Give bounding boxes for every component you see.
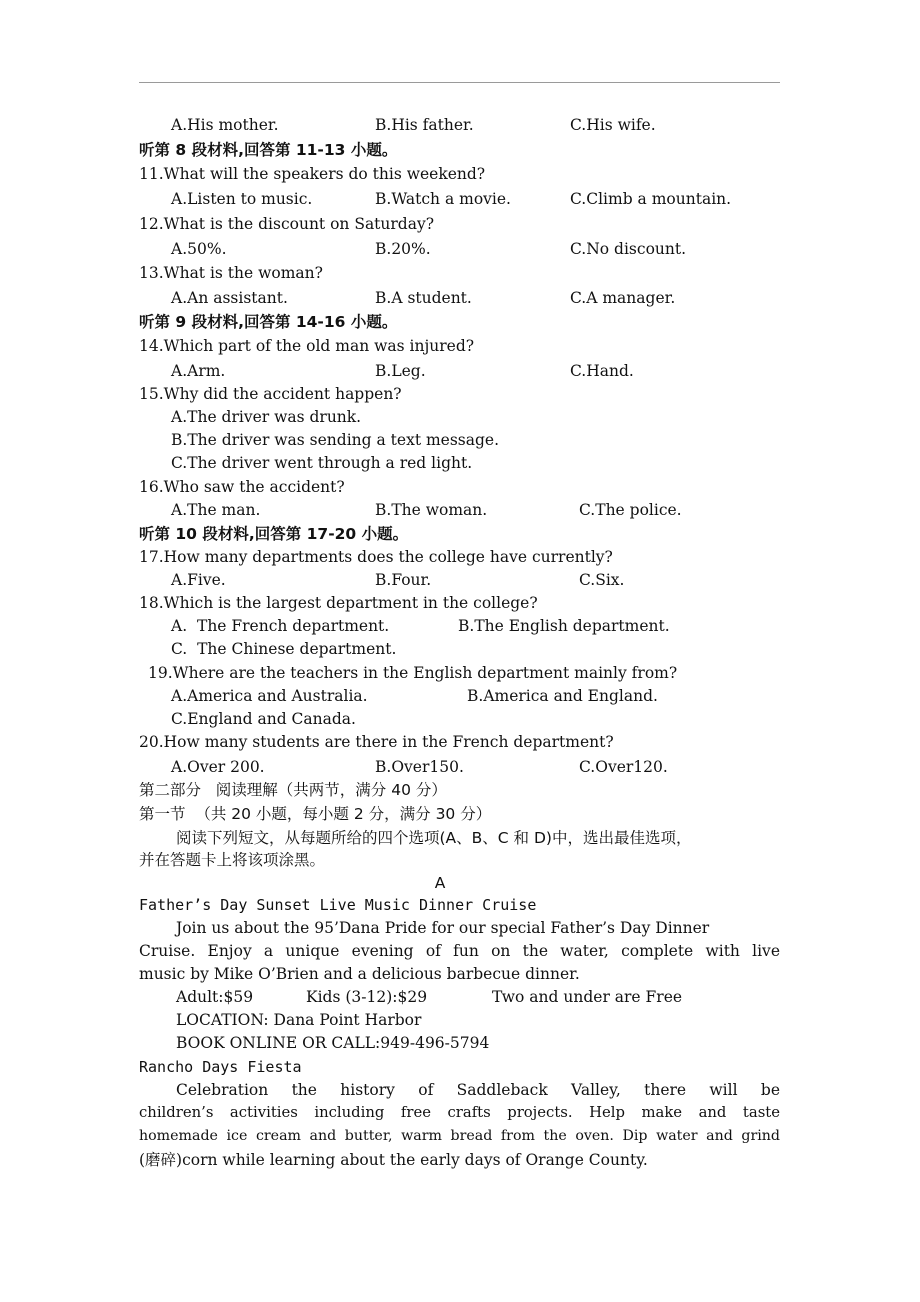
q16-option-a: A.The man.	[171, 501, 261, 519]
q15-option-a: A.The driver was drunk.	[171, 408, 362, 426]
price-free: Two and under are Free	[492, 988, 683, 1006]
q17-stem: 17.How many departments does the college have currently?	[139, 548, 613, 566]
event-1-text-line-2: Cruise. Enjoy a unique evening of fun on the water, complete with live	[139, 942, 780, 960]
q18-option-b: B.The English department.	[458, 617, 670, 635]
q10-option-a: A.His mother.	[171, 116, 279, 134]
q13-option-b: B.A student.	[375, 289, 472, 307]
q20-option-c: C.Over120.	[579, 758, 668, 776]
q14-stem: 14.Which part of the old man was injured?	[139, 337, 475, 355]
q10-option-c: C.His wife.	[570, 116, 656, 134]
q11-option-a: A.Listen to music.	[171, 190, 313, 208]
passage-label: A	[434, 874, 446, 892]
q11-option-b: B.Watch a movie.	[375, 190, 511, 208]
q19-stem: 19.Where are the teachers in the English department mainly from?	[148, 664, 678, 682]
q12-stem: 12.What is the discount on Saturday?	[139, 215, 435, 233]
q16-option-c: C.The police.	[579, 501, 682, 519]
q19-option-c: C.England and Canada.	[171, 710, 356, 728]
section-8-heading: 听第 8 段材料,回答第 11-13 小题。	[139, 141, 398, 159]
q13-stem: 13.What is the woman?	[139, 264, 323, 282]
q15-option-b: B.The driver was sending a text message.	[171, 431, 500, 449]
q12-option-b: B.20%.	[375, 240, 431, 258]
q18-option-c: C. The Chinese department.	[171, 640, 397, 658]
price-adult: Adult:$59	[176, 988, 254, 1006]
q16-option-b: B.The woman.	[375, 501, 488, 519]
event-2-text-line-4: (磨碎)corn while learning about the early days of Orange County.	[139, 1151, 648, 1169]
q12-option-a: A.50%.	[171, 240, 227, 258]
section-10-heading: 听第 10 段材料,回答第 17-20 小题。	[139, 525, 409, 543]
q20-option-a: A.Over 200.	[171, 758, 265, 776]
q10-option-b: B.His father.	[375, 116, 474, 134]
instruction-line-1: 阅读下列短文，从每题所给的四个选项(A、B、C 和 D)中，选出最佳选项，	[176, 829, 692, 847]
event-2-text-line-1: Celebration the history of Saddleback Valley, there will be	[176, 1081, 780, 1099]
event-1-text-line-3: music by Mike O’Brien and a delicious barbecue dinner.	[139, 965, 580, 983]
q18-stem: 18.Which is the largest department in the college?	[139, 594, 538, 612]
q14-option-c: C.Hand.	[570, 362, 634, 380]
q17-option-c: C.Six.	[579, 571, 625, 589]
q12-option-c: C.No discount.	[570, 240, 687, 258]
q19-option-a: A.America and Australia.	[171, 687, 368, 705]
q20-stem: 20.How many students are there in the French department?	[139, 733, 614, 751]
instruction-line-2: 并在答题卡上将该项涂黑。	[139, 851, 326, 869]
q17-option-b: B.Four.	[375, 571, 432, 589]
q13-option-c: C.A manager.	[570, 289, 676, 307]
q13-option-a: A.An assistant.	[171, 289, 288, 307]
q17-option-a: A.Five.	[171, 571, 226, 589]
event-1-booking: BOOK ONLINE OR CALL:949-496-5794	[176, 1034, 490, 1052]
q19-option-b: B.America and England.	[467, 687, 658, 705]
q14-option-a: A.Arm.	[171, 362, 226, 380]
q11-option-c: C.Climb a mountain.	[570, 190, 732, 208]
section-9-heading: 听第 9 段材料,回答第 14-16 小题。	[139, 313, 398, 331]
q20-option-b: B.Over150.	[375, 758, 464, 776]
event-2-text-line-3: homemade ice cream and butter, warm bread from the oven. Dip water and grind	[139, 1128, 780, 1144]
event-1-location: LOCATION: Dana Point Harbor	[176, 1011, 422, 1029]
q16-stem: 16.Who saw the accident?	[139, 478, 345, 496]
q14-option-b: B.Leg.	[375, 362, 426, 380]
part-2-title: 第二部分 阅读理解（共两节，满分 40 分）	[139, 781, 447, 799]
event-2-title: Rancho Days Fiesta	[139, 1058, 302, 1076]
event-1-text-line-1: Join us about the 95’Dana Pride for our special Father’s Day Dinner	[176, 919, 710, 937]
price-kids: Kids (3-12):$29	[306, 988, 428, 1006]
q15-stem: 15.Why did the accident happen?	[139, 385, 402, 403]
event-1-title: Father’s Day Sunset Live Music Dinner Cruise	[139, 896, 537, 914]
event-2-text-line-2: children’s activities including free crafts projects. Help make and taste	[139, 1104, 780, 1121]
q11-stem: 11.What will the speakers do this weekend?	[139, 165, 486, 183]
header-rule	[139, 82, 780, 83]
q18-option-a: A. The French department.	[171, 617, 390, 635]
section-1-title: 第一节 （共 20 小题，每小题 2 分，满分 30 分）	[139, 805, 492, 823]
q15-option-c: C.The driver went through a red light.	[171, 454, 473, 472]
